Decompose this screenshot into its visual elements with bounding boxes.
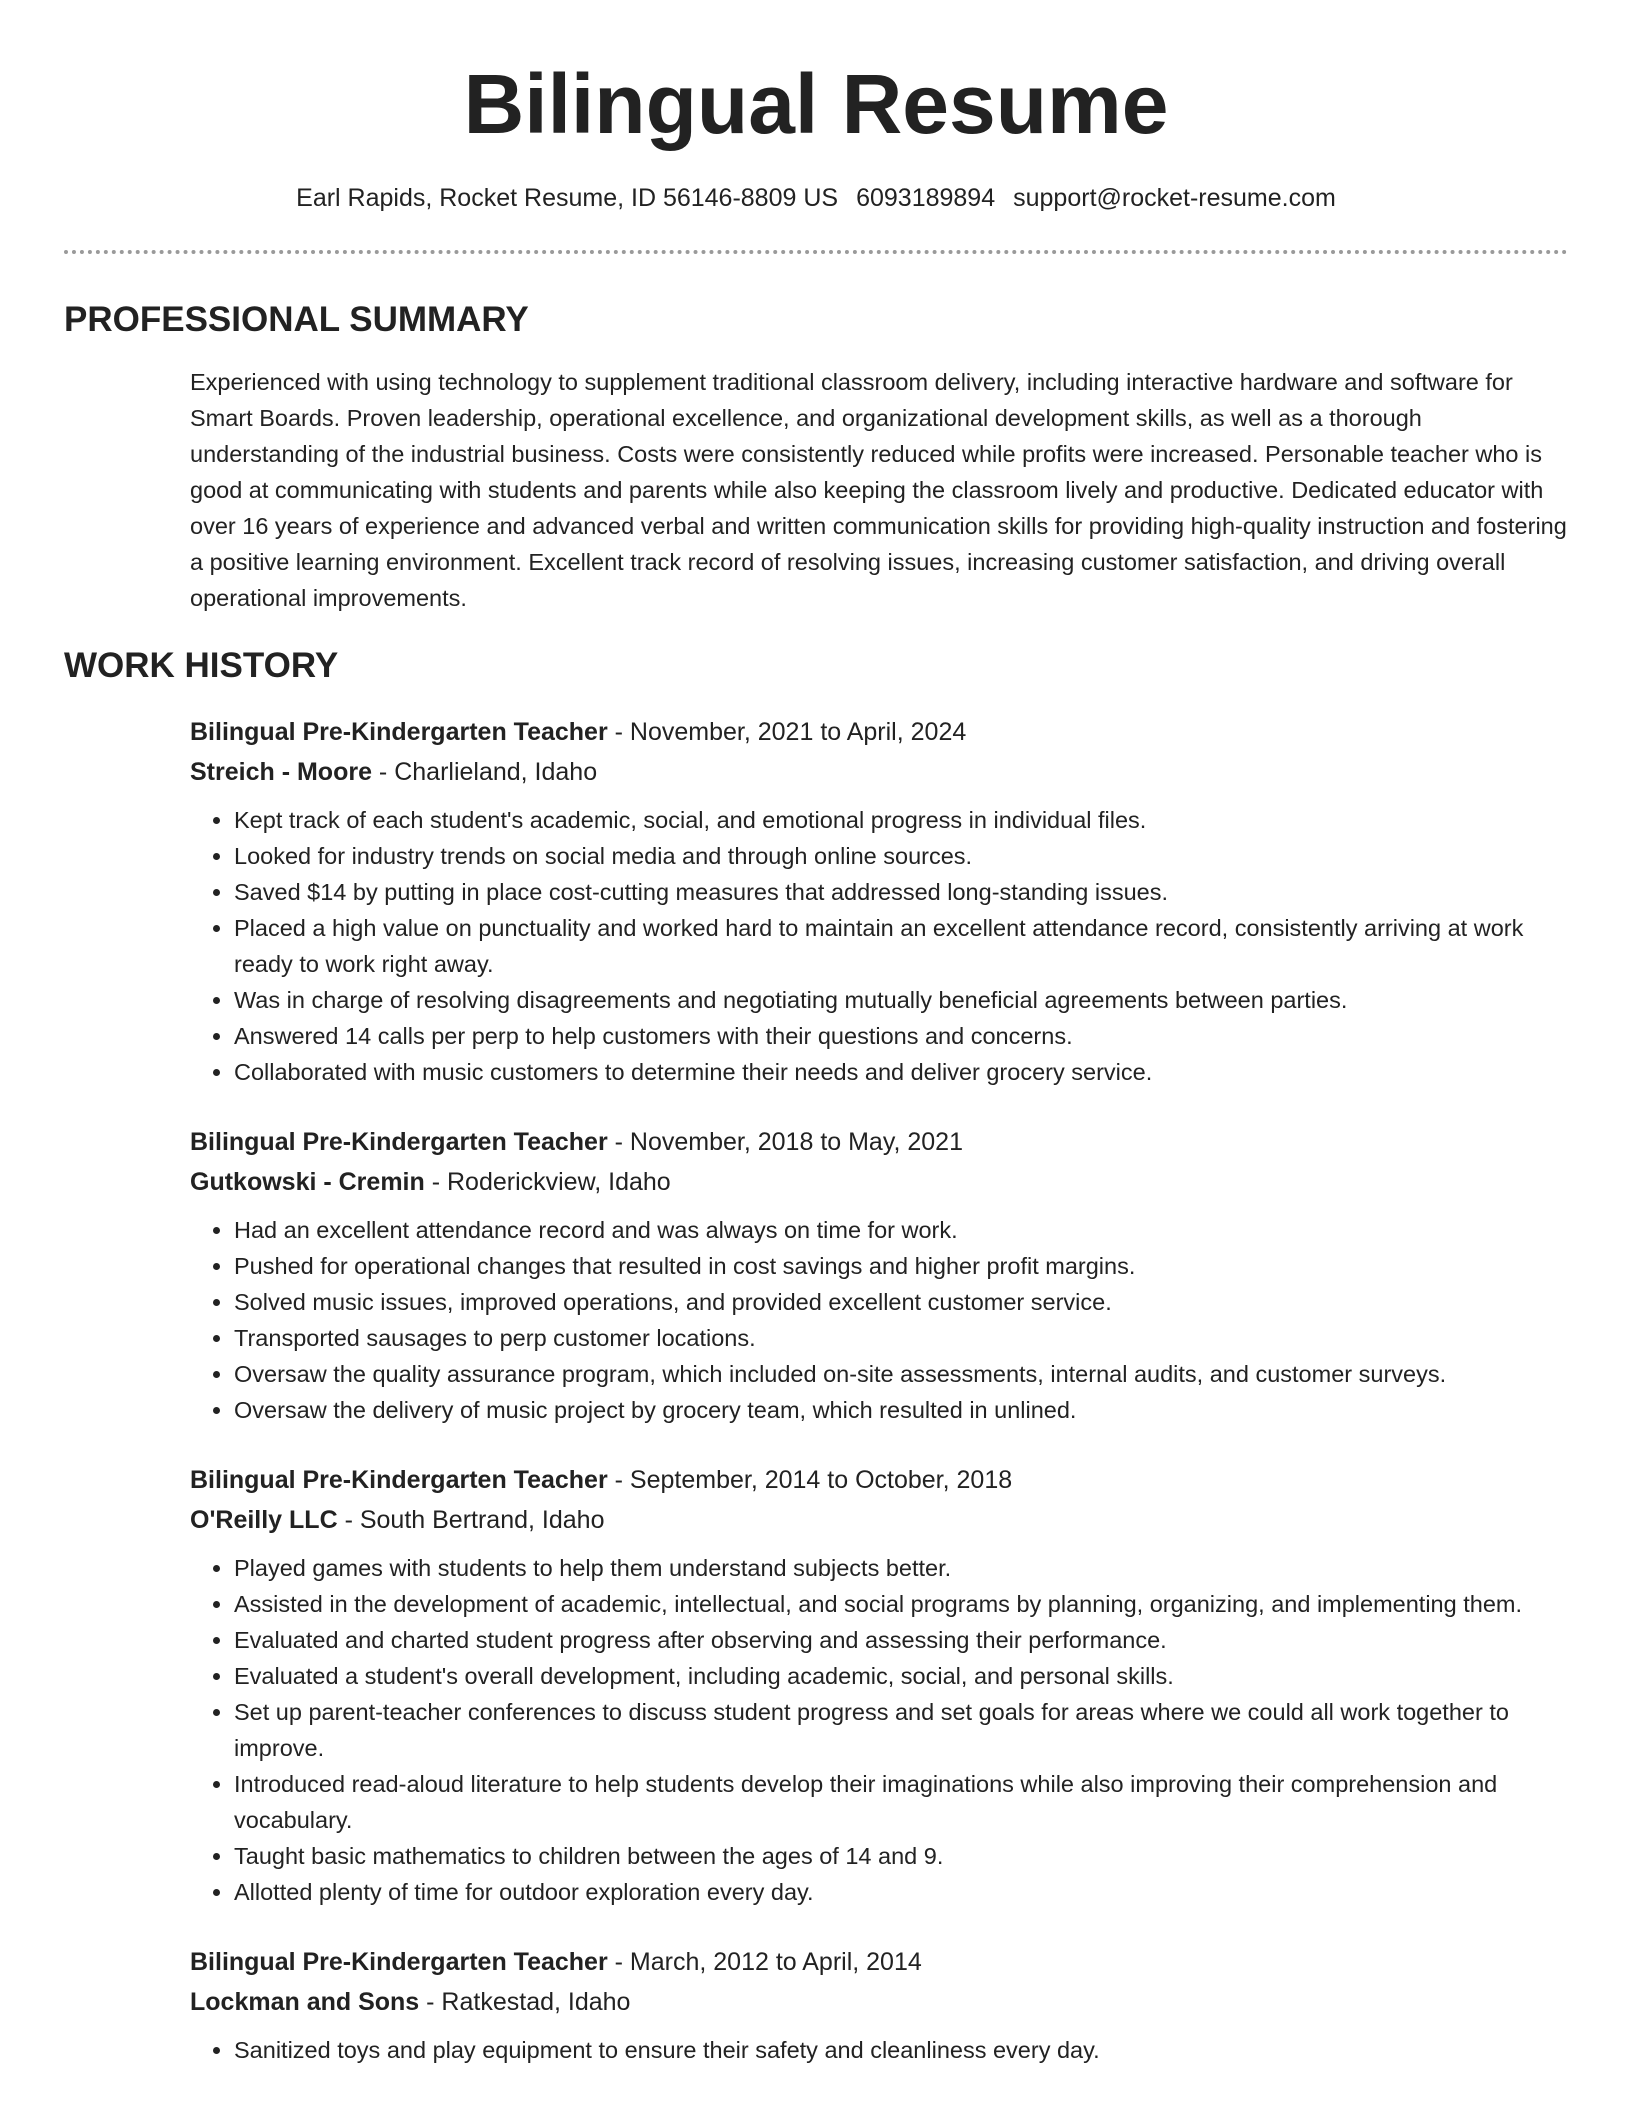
contact-address: Earl Rapids, Rocket Resume, ID 56146-8809 US xyxy=(296,184,839,212)
bullet-item: • Transported sausages to perp customer locations. xyxy=(234,1320,1570,1356)
job-bullets xyxy=(190,802,1570,1090)
bullet-item: • Evaluated a student's overall development, including academic, social, and personal skills. xyxy=(234,1658,1570,1694)
job-title-line xyxy=(190,1122,1570,1162)
job-dates: - March, 2012 to April, 2014 xyxy=(607,1948,922,1976)
bullet-item: • Assisted in the development of academic, intellectual, and social programs by planning, organizing, and implementing them. xyxy=(234,1586,1570,1622)
job-dates: - November, 2018 to May, 2021 xyxy=(607,1128,963,1156)
job-company: O'Reilly LLC xyxy=(190,1506,338,1534)
job-company: Lockman and Sons xyxy=(190,1988,420,2016)
summary-text: Experienced with using technology to supplement traditional classroom delivery, including interactive hardware and software for Smart Boards. Proven leadership, operational excellence, and organizational development skills, as well as a thorough understanding of the industrial business. Costs were consistently reduced while profits were increased. Personable teacher who is good at communicating with students and parents while also keeping the classroom lively and productive. Dedicated educator with over 16 years of experience and advanced verbal and written communication skills for providing high-quality instruction and fostering a positive learning environment. Excellent track record of resolving issues, increasing customer satisfaction, and driving overall operational improvements. xyxy=(190,369,1567,611)
contact-line xyxy=(0,180,1632,216)
job-bullets xyxy=(190,1550,1570,1910)
bullet-item: • Placed a high value on punctuality and worked hard to maintain an excellent attendance record, consistently arriving at work ready to work right away. xyxy=(234,910,1570,982)
work-history-list xyxy=(190,712,1570,2100)
job-title: Bilingual Pre-Kindergarten Teacher xyxy=(190,1128,608,1156)
job-title-line xyxy=(190,1942,1570,1982)
job-location: - South Bertrand, Idaho xyxy=(337,1506,605,1534)
job-company-line xyxy=(190,1162,1570,1202)
resume-title: Bilingual Resume xyxy=(463,57,1169,151)
job-title-line xyxy=(190,1460,1570,1500)
bullet-item: • Looked for industry trends on social media and through online sources. xyxy=(234,838,1570,874)
job-entry xyxy=(190,1122,1570,1428)
bullet-item: • Had an excellent attendance record and was always on time for work. xyxy=(234,1212,1570,1248)
work-history-heading: WORK HISTORY xyxy=(64,646,339,685)
bullet-item: • Oversaw the quality assurance program, which included on-site assessments, internal audits, and customer surveys. xyxy=(234,1356,1570,1392)
job-entry xyxy=(190,1460,1570,1910)
header-divider xyxy=(64,250,1568,254)
job-title: Bilingual Pre-Kindergarten Teacher xyxy=(190,718,608,746)
bullet-item: • Oversaw the delivery of music project by grocery team, which resulted in unlined. xyxy=(234,1392,1570,1428)
job-company-line xyxy=(190,752,1570,792)
bullet-item: • Taught basic mathematics to children between the ages of 14 and 9. xyxy=(234,1838,1570,1874)
job-title: Bilingual Pre-Kindergarten Teacher xyxy=(190,1948,608,1976)
contact-phone: 6093189894 xyxy=(856,184,996,212)
bullet-item: • Answered 14 calls per perp to help customers with their questions and concerns. xyxy=(234,1018,1570,1054)
job-bullets xyxy=(190,1212,1570,1428)
job-entry xyxy=(190,712,1570,1090)
job-title-line xyxy=(190,712,1570,752)
bullet-item: • Was in charge of resolving disagreements and negotiating mutually beneficial agreements between parties. xyxy=(234,982,1570,1018)
bullet-item: • Introduced read-aloud literature to help students develop their imaginations while also improving their comprehension and vocabulary. xyxy=(234,1766,1570,1838)
bullet-item: • Set up parent-teacher conferences to discuss student progress and set goals for areas where we could all work together to improve. xyxy=(234,1694,1570,1766)
bullet-item: • Played games with students to help them understand subjects better. xyxy=(234,1550,1570,1586)
job-bullets xyxy=(190,2032,1570,2068)
bullet-item: • Solved music issues, improved operations, and provided excellent customer service. xyxy=(234,1284,1570,1320)
bullet-item: • Allotted plenty of time for outdoor exploration every day. xyxy=(234,1874,1570,1910)
bullet-item: • Collaborated with music customers to determine their needs and deliver grocery service. xyxy=(234,1054,1570,1090)
bullet-item: • Sanitized toys and play equipment to ensure their safety and cleanliness every day. xyxy=(234,2032,1570,2068)
summary-heading: PROFESSIONAL SUMMARY xyxy=(64,300,529,339)
job-location: - Roderickview, Idaho xyxy=(424,1168,671,1196)
bullet-item: • Pushed for operational changes that resulted in cost savings and higher profit margins. xyxy=(234,1248,1570,1284)
bullet-item: • Kept track of each student's academic, social, and emotional progress in individual files. xyxy=(234,802,1570,838)
job-dates: - September, 2014 to October, 2018 xyxy=(607,1466,1013,1494)
bullet-item: • Saved $14 by putting in place cost-cutting measures that addressed long-standing issues. xyxy=(234,874,1570,910)
job-location: - Ratkestad, Idaho xyxy=(419,1988,631,2016)
job-company: Streich - Moore xyxy=(190,758,372,786)
job-dates: - November, 2021 to April, 2024 xyxy=(607,718,967,746)
job-entry xyxy=(190,1942,1570,2068)
job-title: Bilingual Pre-Kindergarten Teacher xyxy=(190,1466,608,1494)
job-company: Gutkowski - Cremin xyxy=(190,1168,425,1196)
job-company-line xyxy=(190,1982,1570,2022)
job-location: - Charlieland, Idaho xyxy=(371,758,598,786)
job-company-line xyxy=(190,1500,1570,1540)
contact-email: support@rocket-resume.com xyxy=(1013,184,1336,212)
bullet-item: • Evaluated and charted student progress after observing and assessing their performance. xyxy=(234,1622,1570,1658)
